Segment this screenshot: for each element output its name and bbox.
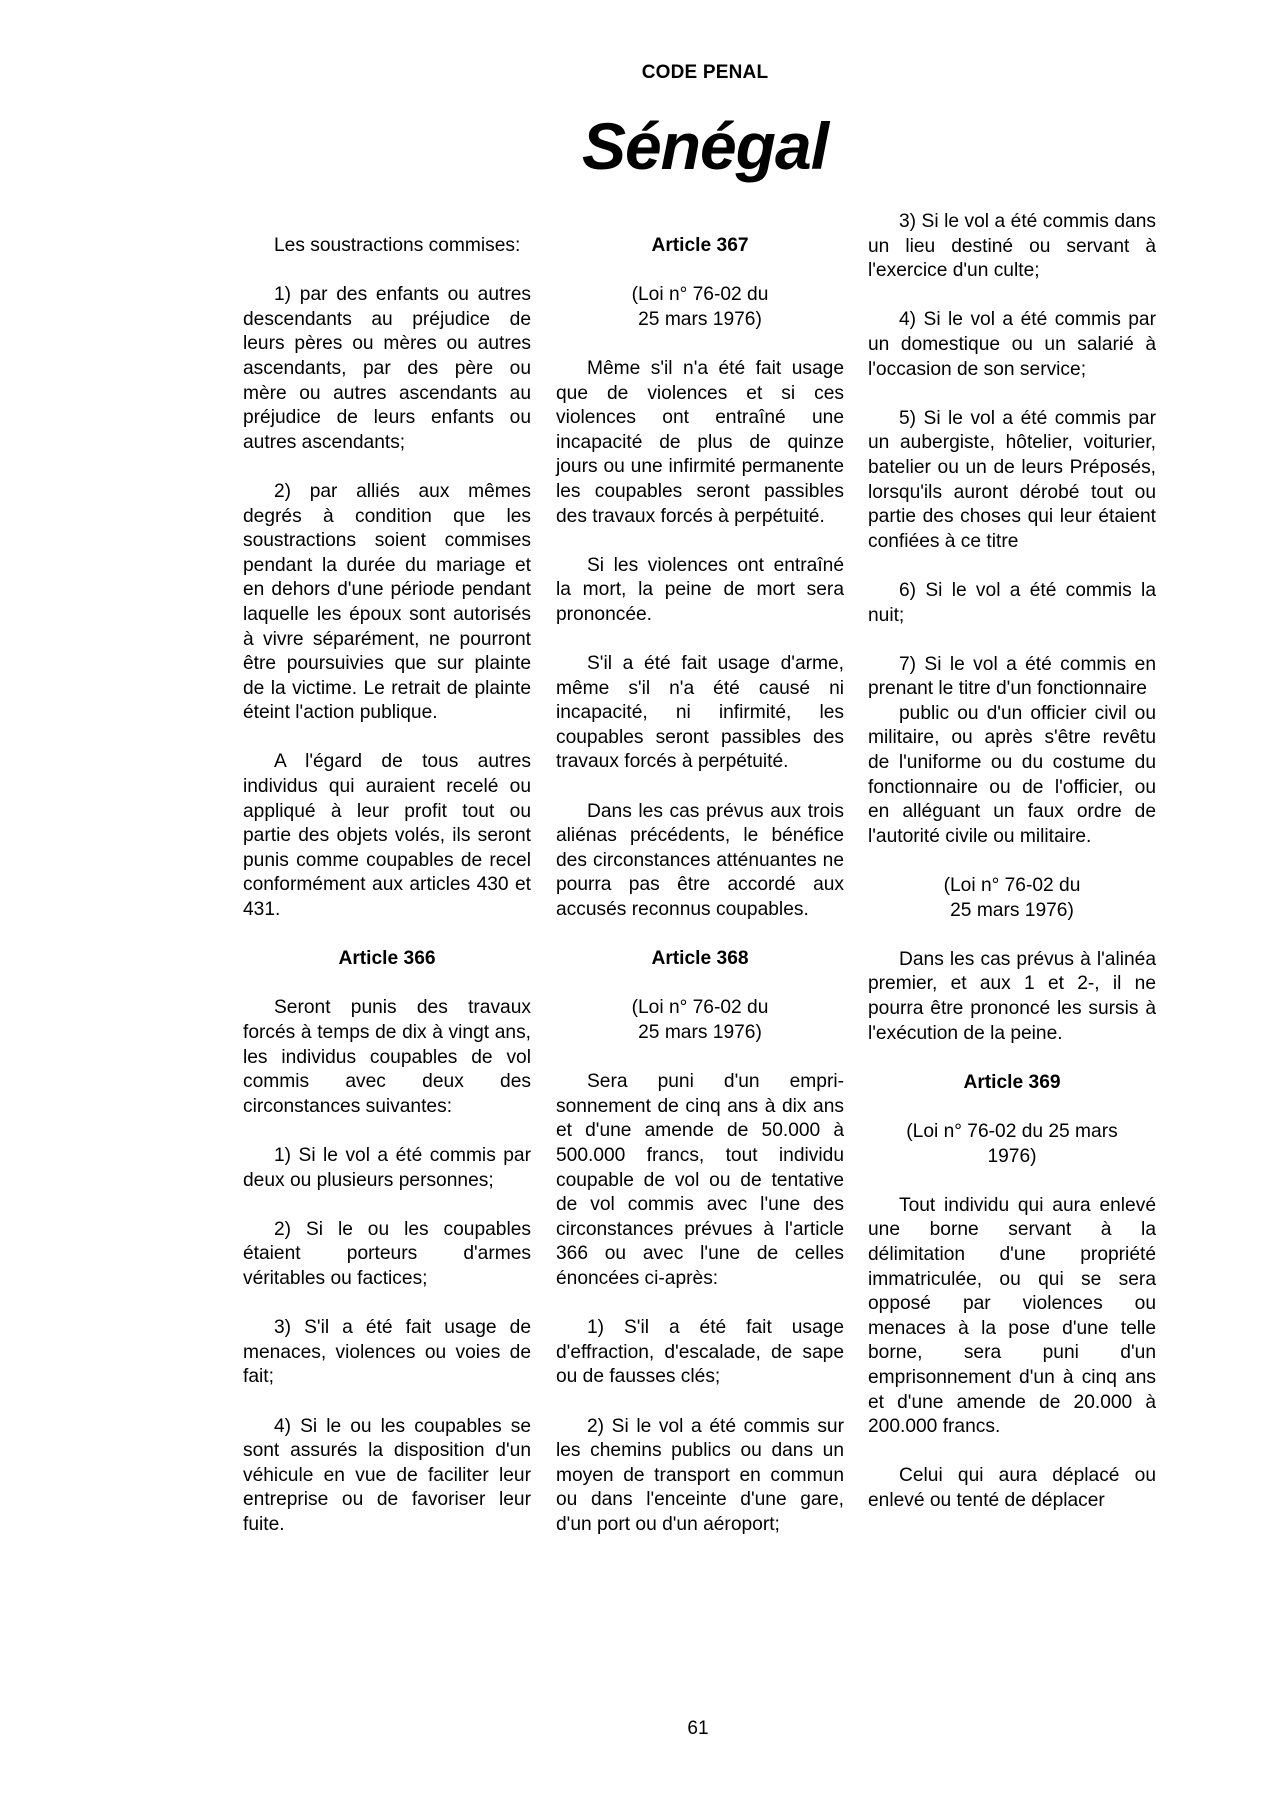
paragraph: Dans les cas prévus à l'alinéa premier, et aux 1 et 2-, il ne pourra être prononcé les sursis à l'exécution de la peine. — [868, 948, 1156, 1044]
law-reference — [868, 874, 1156, 923]
paragraph: Si les violences ont entraîné la mort, la peine de mort sera prononcée. — [556, 554, 844, 625]
law-reference-line: (Loi n° 76-02 du — [631, 284, 769, 306]
law-reference — [556, 283, 844, 332]
paragraph: 2) Si le ou les coupables étaient porteurs d'armes véritables ou factices; — [243, 1218, 531, 1289]
document-country-title: Sénégal — [581, 109, 829, 183]
article-heading-367: Article 367 — [651, 235, 749, 256]
article-heading-369: Article 369 — [963, 1071, 1061, 1093]
paragraph: 2) Si le vol a été commis sur les chemins publics ou dans un moyen de transport en commun ou dans l'enceinte d'une gare, d'un port ou d'un aéroport; — [556, 1415, 844, 1535]
law-reference-line: (Loi n° 76-02 du 25 mars — [906, 1120, 1118, 1142]
paragraph: 1) S'il a été fait usage d'effraction, d'escalade, de sape ou de fausses clés; — [556, 1317, 844, 1388]
paragraph: Celui qui aura déplacé ou enlevé ou tenté de déplacer — [868, 1465, 1156, 1511]
paragraph: public ou d'un officier civil ou militaire, ou après s'être revêtu de l'uniforme ou du costume du fonctionnaire ou de l'officier, ou en alléguant un faux ordre de l'autorité civile ou militaire. — [868, 702, 1156, 847]
article-heading-368: Article 368 — [651, 948, 749, 970]
paragraph: 3) S'il a été fait usage de menaces, violences ou voies de fait; — [243, 1317, 531, 1388]
paragraph: Même s'il n'a été fait usage que de violences et si ces violences ont entraîné une incapacité de plus de quinze jours ou une infirmité permanente les coupables seront passibles des travaux forcés à perpétuité. — [556, 357, 844, 527]
page-number: 61 — [687, 1718, 709, 1739]
law-reference-line: 25 mars 1976) — [638, 1022, 762, 1043]
paragraph: 3) Si le vol a été commis dans un lieu destiné ou servant à l'exercice d'un culte; — [868, 211, 1156, 282]
law-reference — [556, 996, 844, 1045]
law-reference — [868, 1120, 1156, 1169]
paragraph: 2) par alliés aux mêmes degrés à condition que les soustractions soient commises pendant la durée du mariage et en dehors d'une période pendant laquelle les époux sont autorisés à vivre séparément, ne pourront être poursuivies que sur plainte de la victime. Le retrait de plainte éteint l'action publique. — [243, 480, 531, 724]
paragraph: A l'égard de tous autres individus qui auraient recelé ou appliqué à leur profit tout ou partie des objets volés, ils seront punis comme coupables de recel conformément aux articles 430 et 431. — [243, 751, 531, 921]
paragraph: 6) Si le vol a été commis la nuit; — [868, 579, 1156, 626]
paragraph: 1) par des enfants ou autres descendants au préjudice de leurs pères ou mères ou autres ascendants, par des père ou mère ou autres ascendants au préjudice de leurs enfants ou autres ascendants; — [243, 284, 531, 453]
text-column-right — [868, 210, 1156, 1538]
law-reference-line: 1976) — [987, 1145, 1037, 1167]
law-reference-line: 25 mars 1976) — [638, 308, 762, 330]
paragraph: 7) Si le vol a été commis en prenant le titre d'un fonctionnaire — [868, 653, 1156, 700]
paragraph: Seront punis des travaux forcés à temps de dix à vingt ans, les individus coupables de vol commis avec deux des circonstances suivantes: — [243, 997, 531, 1117]
paragraph: 5) Si le vol a été commis par un aubergiste, hôtelier, voiturier, batelier ou un de leurs Préposés, lorsqu'ils auront dérobé tout ou partie des choses qui leur étaient confiées à ce titre — [868, 407, 1156, 552]
text-column-middle — [556, 234, 844, 1562]
article-heading-366: Article 366 — [338, 948, 436, 970]
paragraph: S'il a été fait usage d'arme, même s'il n'a été causé ni incapacité, ni infirmité, les coupables seront passibles des travaux forcés à perpétuité. — [556, 653, 844, 773]
document-header-label: CODE PENAL — [641, 62, 769, 83]
paragraph: 1) Si le vol a été commis par deux ou plusieurs personnes; — [243, 1144, 531, 1191]
paragraph: 4) Si le vol a été commis par un domestique ou un salarié à l'occasion de son service; — [868, 309, 1156, 380]
law-reference-line: (Loi n° 76-02 du — [943, 875, 1081, 897]
paragraph: Les soustractions commises: — [274, 235, 521, 256]
paragraph: Sera puni d'un empri-sonnement de cinq ans à dix ans et d'une amende de 50.000 à 500.000 francs, tout individu coupable de vol ou de tentative de vol commis avec l'une des circonstances prévues à l'article 366 ou avec l'une de celles énoncées ci-après: — [556, 1071, 844, 1289]
text-column-left — [243, 234, 531, 1562]
paragraph: Tout individu qui aura enlevé une borne servant à la délimitation d'une propriété immatriculée, ou qui se sera opposé par violences ou menaces à la pose d'une telle borne, sera puni d'un emprisonnement d'un à cinq ans et d'une amende de 20.000 à 200.000 francs. — [868, 1194, 1156, 1438]
paragraph: 4) Si le ou les coupables se sont assurés la disposition d'un véhicule en vue de faciliter leur entreprise ou de favoriser leur fuite. — [243, 1415, 531, 1535]
paragraph: Dans les cas prévus aux trois aliénas précédents, le bénéfice des circonstances atténuantes ne pourra pas être accordé aux accusés reconnus coupables. — [556, 800, 844, 921]
law-reference-line: (Loi n° 76-02 du — [631, 997, 769, 1019]
law-reference-line: 25 mars 1976) — [950, 899, 1074, 921]
